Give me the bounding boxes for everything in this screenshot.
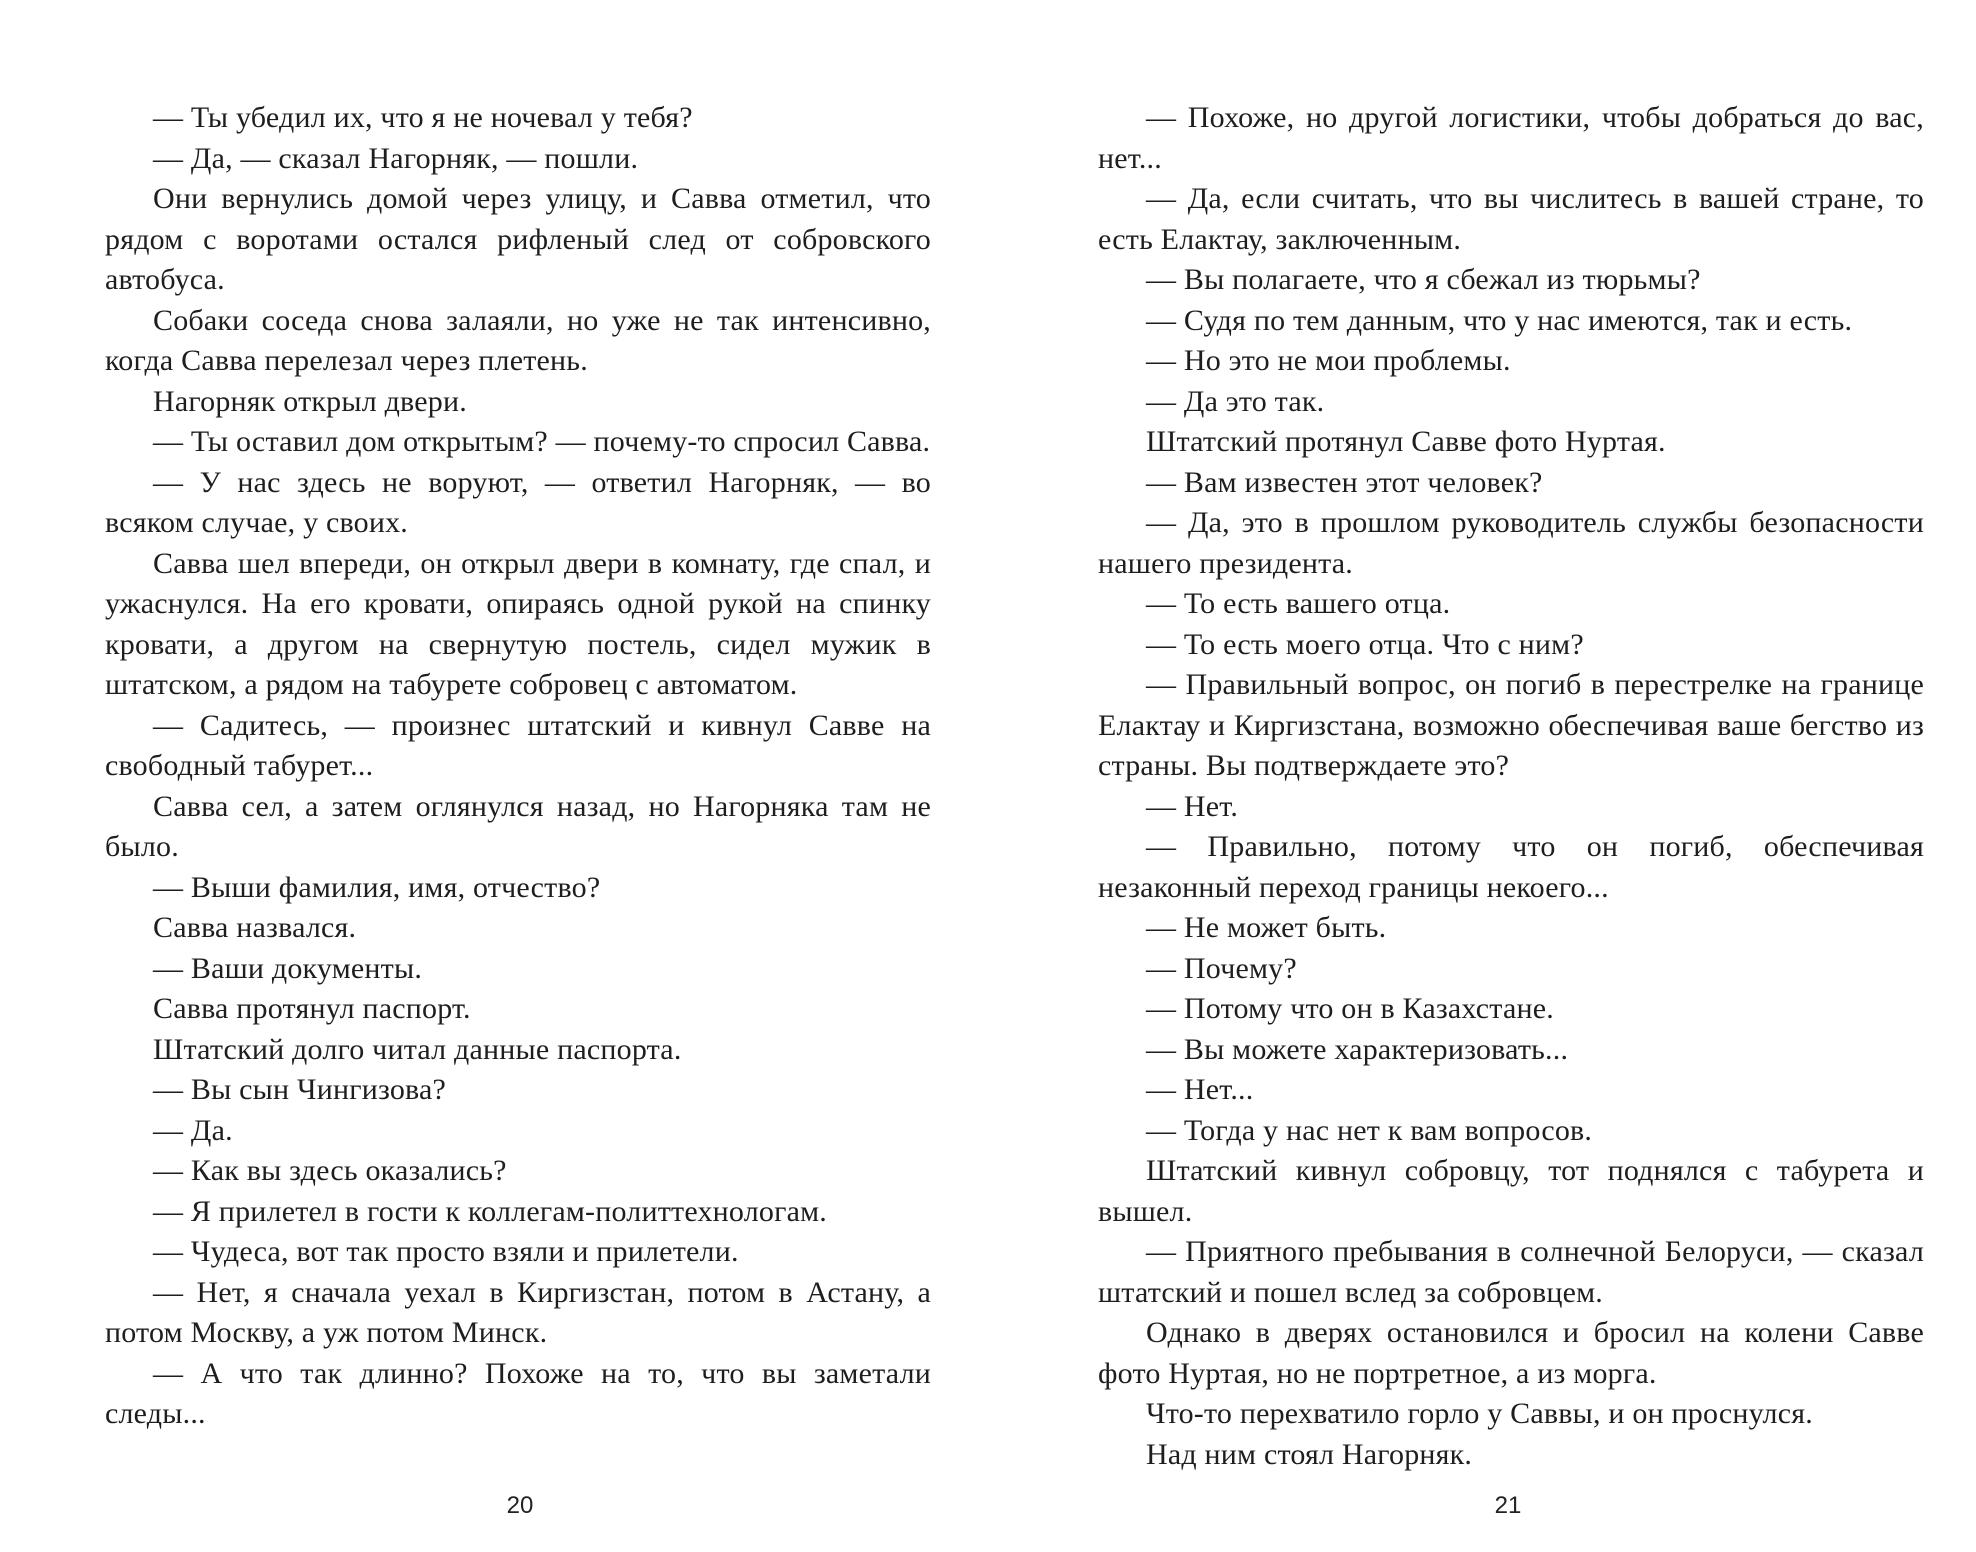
paragraph: — Нет. — [1146, 789, 1239, 823]
paragraph: Собаки соседа снова залаяли, но уже не так интенсивно, когда Савва перелезал через плетень. — [105, 303, 931, 377]
paragraph: — Почему? — [1146, 951, 1297, 985]
paragraph: — Я прилетел в гости к коллегам-политтехнологам. — [153, 1194, 827, 1228]
paragraph: — Да, если считать, что вы числитесь в вашей стране, то есть Елактау, заключенным. — [1098, 182, 1924, 256]
paragraph: Савва шел впереди, он открыл двери в комнату, где спал, и ужаснулся. На его кровати, опираясь одной рукой на спинку кровати, а другом на свернутую постель, сидел мужик в штатском, а рядом на табурете собровец с автоматом. — [105, 546, 931, 701]
paragraph: — Да, это в прошлом руководитель службы безопасности нашего президента. — [1098, 506, 1924, 580]
paragraph: — Вы сын Чингизова? — [153, 1073, 447, 1106]
paragraph: Над ним стоял Нагорняк. — [1146, 1437, 1473, 1471]
paragraph: — Тогда у нас нет к вам вопросов. — [1146, 1113, 1593, 1147]
paragraph: Они вернулись домой через улицу, и Савва отметил, что рядом с воротами остался рифленый след от собровского автобуса. — [105, 182, 931, 296]
paragraph: — Садитесь, — произнес штатский и кивнул Савве на свободный табурет... — [105, 708, 931, 782]
left-page — [105, 98, 931, 1435]
paragraph: — Вы полагаете, что я сбежал из тюрьмы? — [1146, 263, 1701, 296]
paragraph: — У нас здесь не воруют, — ответил Нагорняк, — во всяком случае, у своих. — [105, 465, 931, 539]
paragraph: Савва сел, а затем оглянулся назад, но Нагорняка там не было. — [105, 789, 931, 863]
paragraph: Штатский протянул Савве фото Нуртая. — [1146, 425, 1666, 458]
page-number-right: 21 — [1494, 1492, 1522, 1519]
paragraph: Однако в дверях остановился и бросил на колени Савве фото Нуртая, но не портретное, а из морга. — [1098, 1316, 1924, 1390]
paragraph: — Вам известен этот человек? — [1146, 465, 1543, 499]
paragraph: — То есть моего отца. Что с ним? — [1146, 627, 1584, 661]
paragraph: — Вы можете характеризовать... — [1146, 1032, 1569, 1066]
paragraph: — Правильно, потому что он погиб, обеспечивая незаконный переход границы некоего... — [1098, 830, 1924, 904]
paragraph: — Нет, я сначала уехал в Киргизстан, потом в Астану, а потом Москву, а уж потом Минск. — [105, 1275, 931, 1349]
paragraph: — Приятного пребывания в солнечной Белоруси, — сказал штатский и пошел вслед за собровцем. — [1098, 1235, 1924, 1309]
paragraph: — Да это так. — [1146, 384, 1325, 418]
paragraph: — Да. — [153, 1113, 233, 1147]
paragraph: — Нет... — [1146, 1073, 1254, 1106]
paragraph: Савва протянул паспорт. — [153, 992, 471, 1025]
paragraph: Нагорняк открыл двери. — [153, 384, 467, 418]
paragraph: Штатский долго читал данные паспорта. — [153, 1032, 682, 1066]
paragraph: — Похоже, но другой логистики, чтобы добраться до вас, нет... — [1098, 101, 1924, 175]
paragraph: Что-то перехватило горло у Саввы, и он проснулся. — [1146, 1397, 1813, 1430]
paragraph: — Правильный вопрос, он погиб в перестрелке на границе Елактау и Киргизстана, возможно обеспечивая ваше бегство из страны. Вы подтверждаете это? — [1098, 668, 1924, 782]
paragraph: — То есть вашего отца. — [1146, 587, 1451, 620]
paragraph: — Ваши документы. — [153, 951, 423, 985]
paragraph: — Судя по тем данным, что у нас имеются, так и есть. — [1146, 303, 1853, 337]
paragraph: — Да, — сказал Нагорняк, — пошли. — [153, 141, 639, 175]
paragraph: — Но это не мои проблемы. — [1146, 344, 1511, 377]
paragraph: — Как вы здесь оказались? — [153, 1154, 507, 1187]
paragraph: — А что так длинно? Похоже на то, что вы заметали следы... — [105, 1356, 931, 1430]
paragraph: — Ты убедил их, что я не ночевал у тебя? — [153, 101, 693, 134]
paragraph: — Ты оставил дом открытым? — почему-то спросил Савва. — [153, 425, 931, 458]
paragraph: — Потому что он в Казахстане. — [1146, 992, 1554, 1025]
right-page — [1098, 98, 1924, 1475]
paragraph: Савва назвался. — [153, 911, 357, 944]
page-number-left: 20 — [506, 1492, 534, 1519]
paragraph: — Не может быть. — [1146, 911, 1387, 944]
paragraph: — Чудеса, вот так просто взяли и прилетели. — [153, 1235, 739, 1268]
paragraph: Штатский кивнул собровцу, тот поднялся с табурета и вышел. — [1098, 1154, 1924, 1228]
paragraph: — Выши фамилия, имя, отчество? — [153, 870, 601, 904]
